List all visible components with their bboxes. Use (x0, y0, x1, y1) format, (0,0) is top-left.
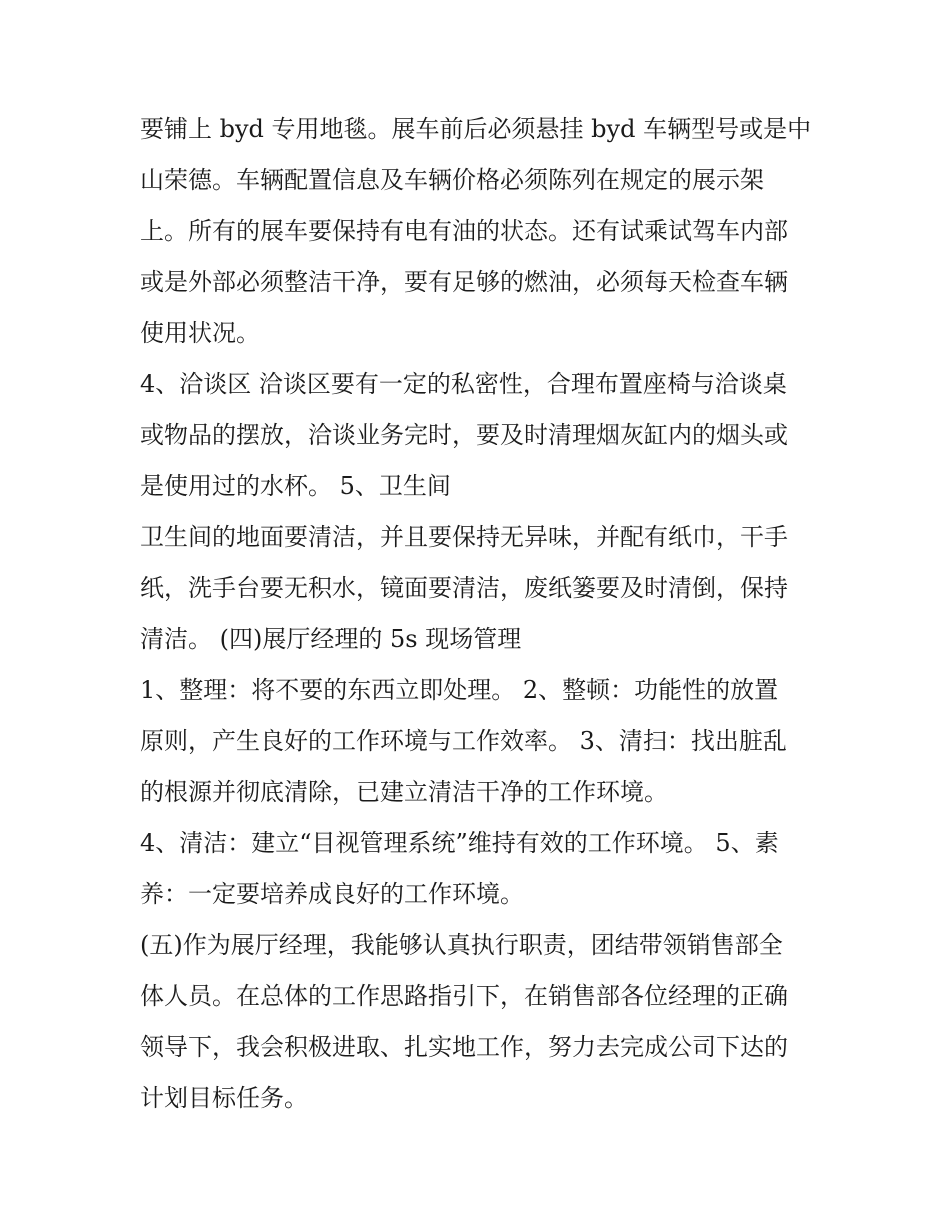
text-line: 的根源并彻底清除，已建立清洁干净的工作环境。 (140, 778, 668, 806)
text-line: 山荣德。车辆配置信息及车辆价格必须陈列在规定的展示架 (140, 166, 764, 194)
text-line: 4、洽谈区 洽谈区要有一定的私密性，合理布置座椅与洽谈桌 (140, 370, 787, 398)
text-line: 纸，洗手台要无积水，镜面要清洁，废纸篓要及时清倒，保持 (140, 574, 788, 602)
text-line: 是使用过的水杯。 5、卫生间 (140, 472, 451, 500)
text-line: 养：一定要培养成良好的工作环境。 (140, 880, 524, 908)
text-line: (五)作为展厅经理，我能够认真执行职责，团结带领销售部全 (140, 931, 783, 959)
text-line: 1、整理：将不要的东西立即处理。 2、整顿：功能性的放置 (140, 676, 779, 704)
text-line: 体人员。在总体的工作思路指引下，在销售部各位经理的正确 (140, 982, 788, 1010)
text-line: 上。所有的展车要保持有电有油的状态。还有试乘试驾车内部 (140, 217, 788, 245)
text-line: 清洁。 (四)展厅经理的 5s 现场管理 (140, 625, 522, 653)
text-line: 原则，产生良好的工作环境与工作效率。 3、清扫：找出脏乱 (140, 727, 787, 755)
text-line: 要铺上 byd 专用地毯。展车前后必须悬挂 byd 车辆型号或是中 (140, 115, 812, 143)
text-line: 4、清洁：建立“目视管理系统”维持有效的工作环境。 5、素 (140, 829, 779, 857)
text-line: 计划目标任务。 (140, 1084, 308, 1112)
text-line: 使用状况。 (140, 319, 260, 347)
text-line: 卫生间的地面要清洁，并且要保持无异味，并配有纸巾，干手 (140, 523, 788, 551)
text-line: 或物品的摆放，洽谈业务完时，要及时清理烟灰缸内的烟头或 (140, 421, 788, 449)
text-line: 领导下，我会积极进取、扎实地工作，努力去完成公司下达的 (140, 1033, 788, 1061)
document-body (140, 104, 812, 1124)
text-line: 或是外部必须整洁干净，要有足够的燃油，必须每天检查车辆 (140, 268, 788, 296)
